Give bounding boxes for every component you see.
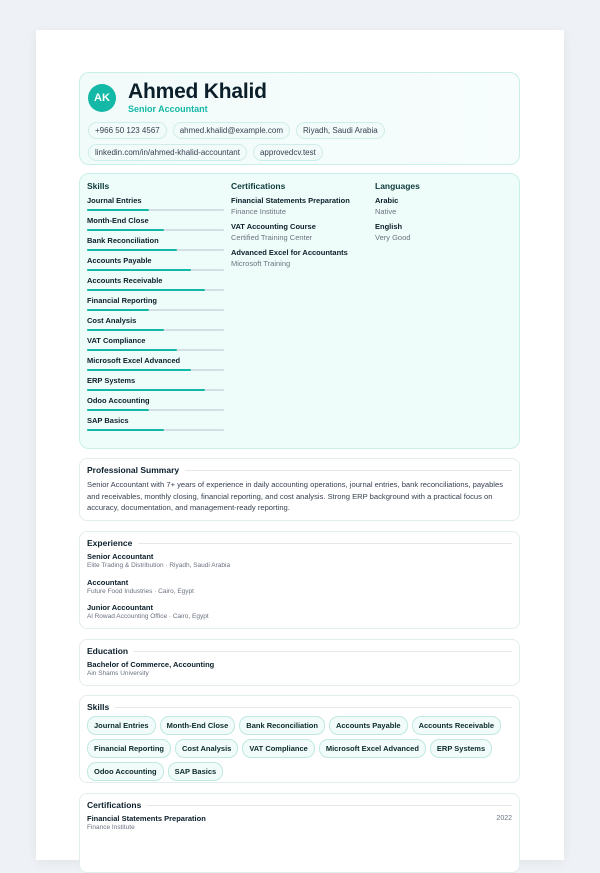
language-level: Very Good — [375, 233, 411, 242]
job-title: Senior Accountant — [87, 552, 154, 561]
skill-level-bar — [87, 329, 224, 331]
cert-name: Financial Statements Preparation — [231, 196, 350, 205]
skill-item — [87, 356, 227, 371]
skill-level-bar — [87, 389, 224, 391]
skill-level-fill — [87, 329, 164, 331]
location-chip: Riyadh, Saudi Arabia — [296, 122, 385, 139]
skill-level-bar — [87, 349, 224, 351]
skill-level-fill — [87, 409, 149, 411]
skill-level-bar — [87, 209, 224, 211]
language-level: Native — [375, 207, 397, 216]
overview-panel — [79, 173, 520, 449]
skill-name: Accounts Receivable — [87, 276, 163, 285]
skill-name: VAT Compliance — [87, 336, 146, 345]
language-item — [375, 196, 515, 217]
job-title: Junior Accountant — [87, 603, 153, 612]
experience-section — [79, 531, 520, 629]
divider — [115, 707, 512, 708]
skill-item — [87, 256, 227, 271]
skill-level-bar — [87, 369, 224, 371]
language-name: Arabic — [375, 196, 399, 205]
skill-name: Bank Reconciliation — [87, 236, 159, 245]
skill-pills — [87, 716, 517, 781]
skill-item — [87, 276, 227, 291]
skill-name: Financial Reporting — [87, 296, 158, 305]
skill-pill: Bank Reconciliation — [239, 716, 325, 735]
cert-issuer: Finance Institute — [231, 207, 287, 216]
skill-name: Cost Analysis — [87, 316, 137, 325]
skill-item — [87, 296, 227, 311]
skill-level-fill — [87, 229, 164, 231]
skill-level-fill — [87, 249, 177, 251]
summary-section — [79, 458, 520, 521]
skill-level-fill — [87, 289, 205, 291]
candidate-name: Ahmed Khalid — [128, 80, 267, 103]
avatar: AK — [88, 84, 116, 112]
job-company: Elite Trading & Distribution · Riyadh, Saudi Arabia — [87, 562, 231, 569]
skill-level-bar — [87, 289, 224, 291]
cert-issuer: Certified Training Center — [231, 233, 313, 242]
skill-item — [87, 336, 227, 351]
job-title: Accountant — [87, 578, 129, 587]
skill-level-bar — [87, 249, 224, 251]
skill-level-fill — [87, 429, 164, 431]
skill-name: Accounts Payable — [87, 256, 152, 265]
skill-pill: VAT Compliance — [242, 739, 314, 758]
resume-header — [79, 72, 520, 165]
certifications-section-title: Certifications — [87, 800, 142, 810]
skill-item — [87, 376, 227, 391]
cert-name: Advanced Excel for Accountants — [231, 248, 348, 257]
skill-pill: Month-End Close — [160, 716, 236, 735]
divider — [134, 651, 512, 652]
skill-level-fill — [87, 269, 191, 271]
degree: Bachelor of Commerce, Accounting — [87, 660, 215, 669]
job-company: Future Food Industries · Cairo, Egypt — [87, 588, 194, 595]
skill-item — [87, 236, 227, 251]
education-item — [87, 660, 214, 678]
skill-level-fill — [87, 389, 205, 391]
cert-name: VAT Accounting Course — [231, 222, 316, 231]
skill-pill: Journal Entries — [87, 716, 156, 735]
cert-item — [231, 222, 371, 243]
job-item — [87, 578, 194, 596]
skill-name: Odoo Accounting — [87, 396, 150, 405]
cert-item — [231, 248, 371, 269]
phone-chip[interactable]: +966 50 123 4567 — [88, 122, 167, 139]
skill-list — [87, 196, 227, 431]
skill-level-bar — [87, 269, 224, 271]
skill-pill: Financial Reporting — [87, 739, 171, 758]
skill-item — [87, 216, 227, 231]
skill-name: ERP Systems — [87, 376, 136, 385]
skill-name: Month-End Close — [87, 216, 149, 225]
job-item — [87, 552, 230, 570]
contact-chips — [88, 122, 513, 161]
certifications-column — [231, 181, 371, 274]
skill-pill: Odoo Accounting — [87, 762, 164, 781]
skill-level-fill — [87, 209, 149, 211]
languages-column — [375, 181, 515, 248]
skill-pill: SAP Basics — [168, 762, 224, 781]
skill-pill: Microsoft Excel Advanced — [319, 739, 426, 758]
skill-pill: ERP Systems — [430, 739, 492, 758]
job-company: Al Rowad Accounting Office · Cairo, Egypt — [87, 613, 209, 620]
skill-name: Journal Entries — [87, 196, 142, 205]
skill-level-fill — [87, 309, 149, 311]
skill-item — [87, 196, 227, 211]
linkedin-chip[interactable]: linkedin.com/in/ahmed-khalid-accountant — [88, 144, 247, 161]
skill-item — [87, 396, 227, 411]
languages-column-title: Languages — [375, 181, 420, 191]
skill-level-fill — [87, 349, 177, 351]
education-section — [79, 639, 520, 686]
job-item — [87, 603, 209, 621]
cert-issuer: Microsoft Training — [231, 259, 291, 268]
skills-section-title: Skills — [87, 702, 110, 712]
skill-pill: Accounts Payable — [329, 716, 408, 735]
divider — [147, 805, 512, 806]
skill-level-fill — [87, 369, 191, 371]
skill-item — [87, 416, 227, 431]
divider — [185, 470, 512, 471]
skill-item — [87, 316, 227, 331]
resume-page — [36, 30, 564, 860]
certification-issuer: Finance Institute — [87, 824, 135, 831]
summary-text: Senior Accountant with 7+ years of experience in daily accounting operations, journal entries, bank reconciliations, payables and receivables, monthly closing, financial reporting, and cost analysis. Strong ERP background with a practical focus on accuracy, documentation, and management-ready reporting. — [87, 480, 504, 512]
skills-column-title: Skills — [87, 181, 110, 191]
divider — [138, 543, 512, 544]
skills-section — [79, 695, 520, 783]
school: Ain Shams University — [87, 670, 149, 677]
skill-pill: Accounts Receivable — [412, 716, 501, 735]
skill-level-bar — [87, 429, 224, 431]
skill-name: Microsoft Excel Advanced — [87, 356, 181, 365]
candidate-role: Senior Accountant — [128, 104, 208, 114]
certifications-section — [79, 793, 520, 873]
skill-level-bar — [87, 309, 224, 311]
certifications-column-title: Certifications — [231, 181, 286, 191]
certification-name: Financial Statements Preparation — [87, 814, 206, 823]
language-name: English — [375, 222, 403, 231]
summary-title: Professional Summary — [87, 465, 180, 475]
education-title: Education — [87, 646, 129, 656]
skill-level-bar — [87, 229, 224, 231]
cert-item — [231, 196, 371, 217]
skill-name: SAP Basics — [87, 416, 129, 425]
website-chip[interactable]: approvedcv.test — [253, 144, 323, 161]
experience-title: Experience — [87, 538, 133, 548]
certification-item — [87, 814, 206, 832]
skills-column — [87, 181, 227, 436]
email-chip[interactable]: ahmed.khalid@example.com — [173, 122, 290, 139]
skill-level-bar — [87, 409, 224, 411]
language-item — [375, 222, 515, 243]
skill-pill: Cost Analysis — [175, 739, 238, 758]
certification-year: 2022 — [496, 815, 512, 822]
